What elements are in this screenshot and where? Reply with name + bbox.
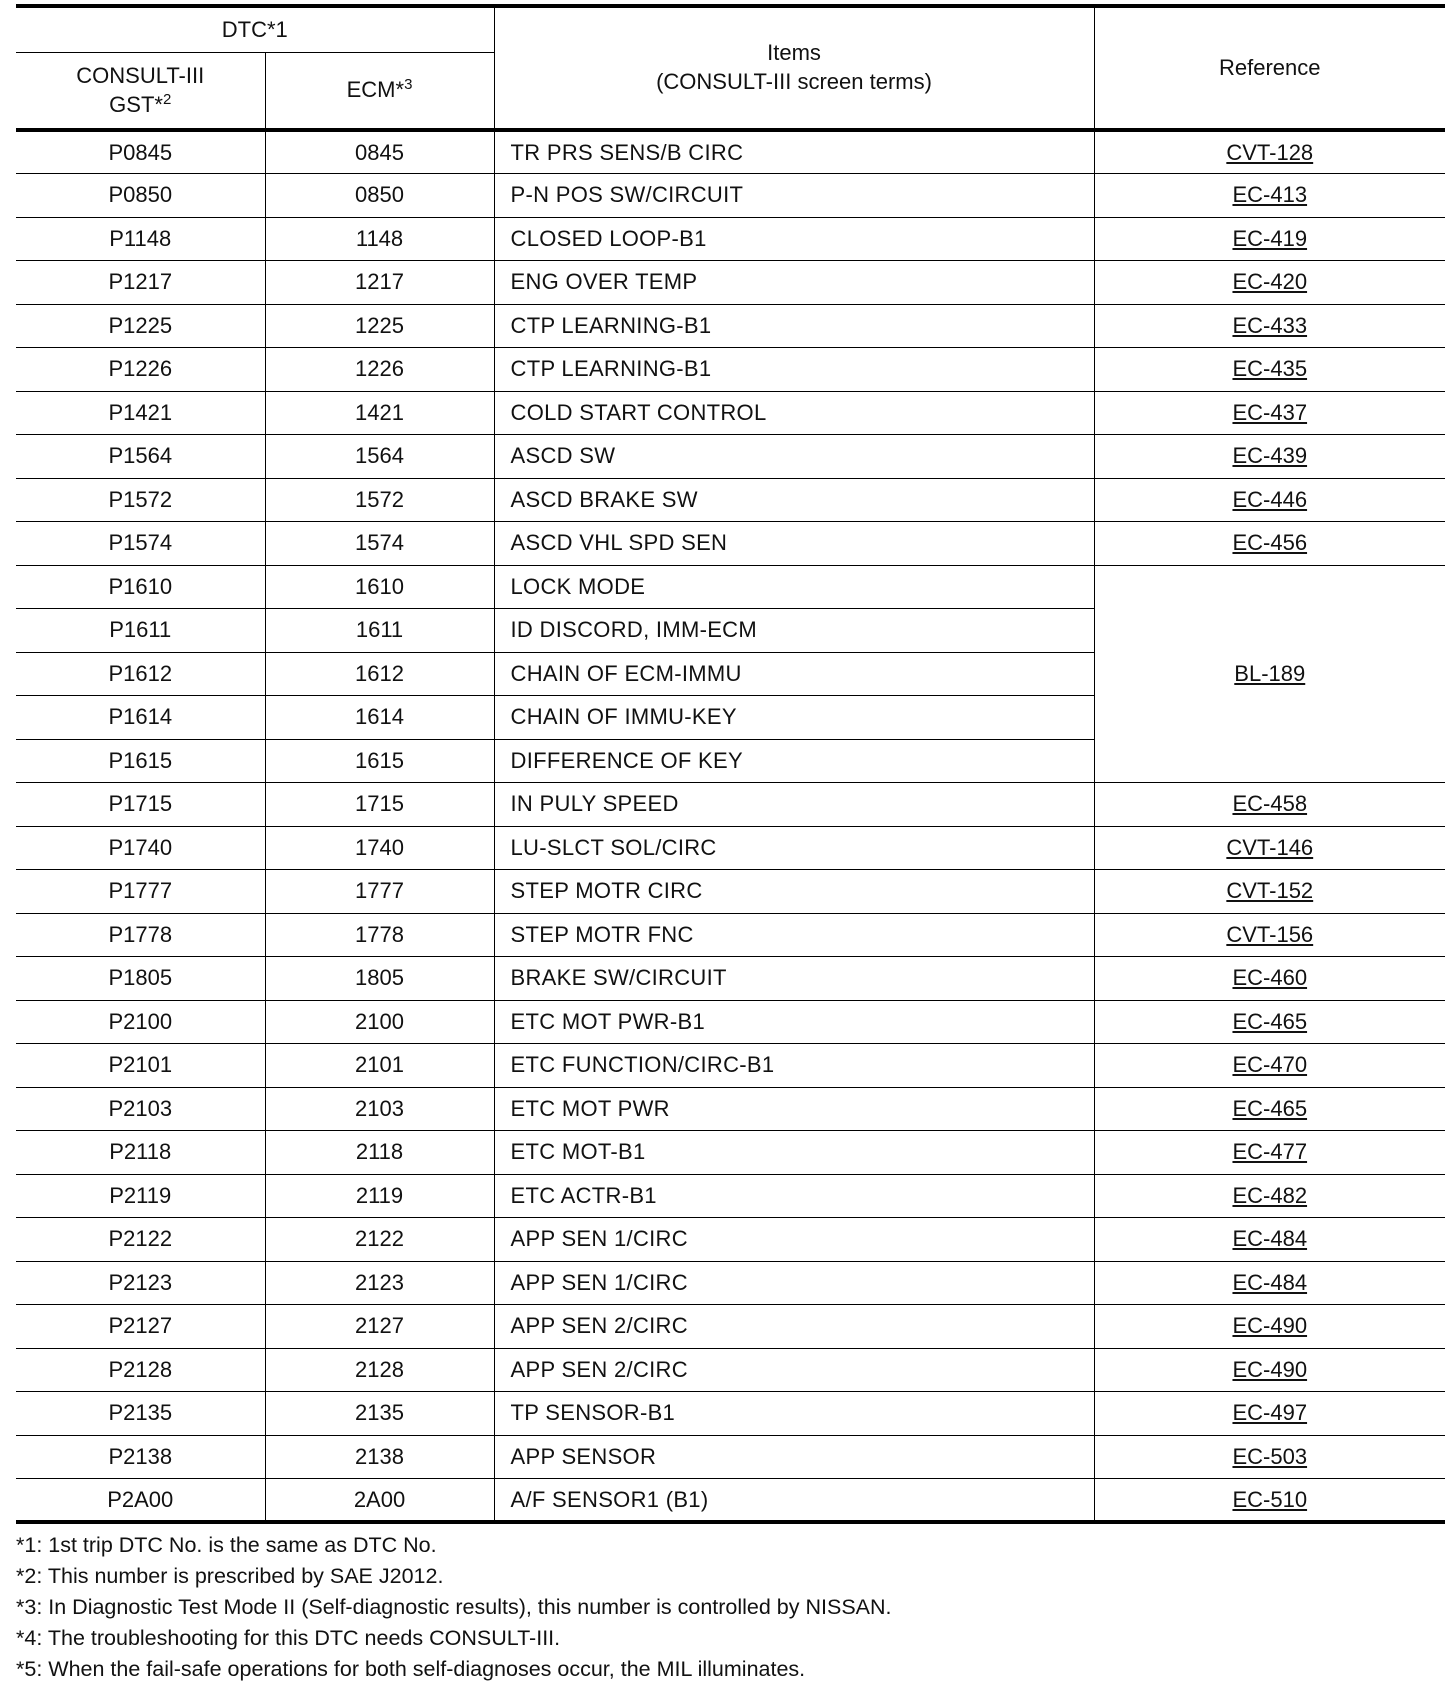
table-row: [16, 783, 1445, 827]
table-row: [16, 522, 1445, 566]
gst-code-cell: P1614: [16, 696, 265, 740]
item-cell: ASCD SW: [494, 435, 1094, 479]
ecm-code-cell: 2135: [265, 1392, 494, 1436]
reference-cell: [1094, 1087, 1445, 1131]
table-row: [16, 348, 1445, 392]
item-cell: CLOSED LOOP-B1: [494, 217, 1094, 261]
table-row: [16, 565, 1445, 609]
item-cell: ETC ACTR-B1: [494, 1174, 1094, 1218]
reference-cell: [1094, 1435, 1445, 1479]
reference-link[interactable]: CVT-156: [1226, 921, 1314, 947]
reference-cell: [1094, 783, 1445, 827]
gst-code-cell: P1610: [16, 565, 265, 609]
reference-cell: [1094, 391, 1445, 435]
table-row: [16, 1479, 1445, 1523]
ecm-code-cell: 1740: [265, 826, 494, 870]
reference-cell: [1094, 1174, 1445, 1218]
reference-cell: [1094, 174, 1445, 218]
gst-code-cell: P1715: [16, 783, 265, 827]
gst-code-cell: P1225: [16, 304, 265, 348]
reference-cell: [1094, 1000, 1445, 1044]
reference-link[interactable]: EC-503: [1232, 1443, 1308, 1469]
reference-cell: [1094, 1392, 1445, 1436]
item-cell: APP SEN 1/CIRC: [494, 1261, 1094, 1305]
reference-cell: [1094, 478, 1445, 522]
item-cell: TR PRS SENS/B CIRC: [494, 130, 1094, 174]
ecm-code-cell: 1611: [265, 609, 494, 653]
reference-cell: [1094, 1261, 1445, 1305]
reference-link[interactable]: EC-420: [1232, 269, 1308, 295]
table-row: [16, 1000, 1445, 1044]
ecm-code-cell: 2119: [265, 1174, 494, 1218]
reference-link[interactable]: EC-435: [1232, 356, 1308, 382]
item-cell: ENG OVER TEMP: [494, 261, 1094, 305]
item-cell: ETC FUNCTION/CIRC-B1: [494, 1044, 1094, 1088]
ecm-code-cell: 0845: [265, 130, 494, 174]
table-row: [16, 261, 1445, 305]
table-row: [16, 1044, 1445, 1088]
reference-cell: [1094, 565, 1445, 783]
gst-code-cell: P0845: [16, 130, 265, 174]
item-cell: A/F SENSOR1 (B1): [494, 1479, 1094, 1523]
table-row: [16, 435, 1445, 479]
table-row: [16, 1435, 1445, 1479]
footnote: *5: When the fail-safe operations for both self-diagnoses occur, the MIL illuminates.: [16, 1657, 806, 1681]
item-cell: STEP MOTR CIRC: [494, 870, 1094, 914]
gst-code-cell: P2A00: [16, 1479, 265, 1523]
consult-header-line1: CONSULT-III: [76, 62, 205, 88]
reference-link[interactable]: EC-437: [1232, 399, 1308, 425]
reference-link[interactable]: EC-465: [1232, 1095, 1308, 1121]
table-row: [16, 478, 1445, 522]
gst-code-cell: P1574: [16, 522, 265, 566]
footnotes: [16, 1530, 1445, 1685]
reference-link[interactable]: EC-497: [1232, 1400, 1308, 1426]
reference-cell: [1094, 435, 1445, 479]
gst-code-cell: P2138: [16, 1435, 265, 1479]
item-cell: COLD START CONTROL: [494, 391, 1094, 435]
item-cell: CHAIN OF IMMU-KEY: [494, 696, 1094, 740]
item-cell: APP SENSOR: [494, 1435, 1094, 1479]
item-cell: LOCK MODE: [494, 565, 1094, 609]
ecm-code-cell: 2A00: [265, 1479, 494, 1523]
gst-code-cell: P1572: [16, 478, 265, 522]
gst-code-cell: P1777: [16, 870, 265, 914]
ecm-code-cell: 2128: [265, 1348, 494, 1392]
reference-link[interactable]: EC-490: [1232, 1313, 1308, 1339]
gst-code-cell: P1421: [16, 391, 265, 435]
reference-cell: [1094, 1479, 1445, 1523]
reference-link[interactable]: EC-446: [1232, 486, 1308, 512]
item-cell: CTP LEARNING-B1: [494, 304, 1094, 348]
ecm-code-cell: 2123: [265, 1261, 494, 1305]
reference-link[interactable]: EC-439: [1232, 443, 1308, 469]
table-body: [16, 130, 1445, 1522]
ecm-code-cell: 1574: [265, 522, 494, 566]
item-cell: APP SEN 2/CIRC: [494, 1348, 1094, 1392]
table-row: [16, 1392, 1445, 1436]
table-row: [16, 1305, 1445, 1349]
reference-link[interactable]: EC-456: [1232, 530, 1308, 556]
ecm-code-cell: 1610: [265, 565, 494, 609]
footnote: *3: In Diagnostic Test Mode II (Self-diagnostic results), this number is controlled by NISSAN.: [16, 1595, 892, 1619]
reference-cell: [1094, 1131, 1445, 1175]
table-row: [16, 1218, 1445, 1262]
item-cell: TP SENSOR-B1: [494, 1392, 1094, 1436]
ecm-code-cell: 2118: [265, 1131, 494, 1175]
table-row: [16, 826, 1445, 870]
reference-cell: [1094, 261, 1445, 305]
item-cell: ETC MOT PWR: [494, 1087, 1094, 1131]
gst-code-cell: P2123: [16, 1261, 265, 1305]
ecm-code-cell: 1614: [265, 696, 494, 740]
reference-link[interactable]: EC-484: [1232, 1269, 1308, 1295]
item-cell: ETC MOT PWR-B1: [494, 1000, 1094, 1044]
ecm-code-cell: 1564: [265, 435, 494, 479]
reference-link[interactable]: BL-189: [1234, 660, 1306, 686]
item-cell: ETC MOT-B1: [494, 1131, 1094, 1175]
ecm-code-cell: 1805: [265, 957, 494, 1001]
table-row: [16, 1174, 1445, 1218]
reference-link[interactable]: CVT-152: [1226, 878, 1314, 904]
reference-cell: [1094, 870, 1445, 914]
ecm-header-text: ECM*: [346, 77, 405, 103]
gst-code-cell: P1615: [16, 739, 265, 783]
reference-cell: [1094, 826, 1445, 870]
gst-code-cell: P1217: [16, 261, 265, 305]
gst-code-cell: P1805: [16, 957, 265, 1001]
footnote: *4: The troubleshooting for this DTC needs CONSULT-III.: [16, 1626, 561, 1650]
items-header-line2: (CONSULT-III screen terms): [656, 69, 932, 94]
reference-link[interactable]: EC-510: [1232, 1486, 1308, 1512]
ecm-code-cell: 1612: [265, 652, 494, 696]
reference-cell: [1094, 957, 1445, 1001]
dtc-page: [16, 4, 1445, 1685]
table-row: [16, 1348, 1445, 1392]
item-cell: APP SEN 2/CIRC: [494, 1305, 1094, 1349]
ecm-code-cell: 1217: [265, 261, 494, 305]
ecm-code-cell: 1778: [265, 913, 494, 957]
dtc-header: DTC*1: [16, 6, 494, 53]
reference-cell: [1094, 130, 1445, 174]
ecm-code-cell: 1421: [265, 391, 494, 435]
reference-link[interactable]: EC-460: [1232, 965, 1308, 991]
table-row: [16, 391, 1445, 435]
items-header-line1: Items: [767, 40, 821, 66]
reference-cell: [1094, 304, 1445, 348]
reference-link[interactable]: CVT-146: [1226, 834, 1314, 860]
reference-link[interactable]: EC-413: [1232, 182, 1308, 208]
gst-code-cell: P2101: [16, 1044, 265, 1088]
reference-header: Reference: [1094, 6, 1445, 130]
gst-code-cell: P2128: [16, 1348, 265, 1392]
table-row: [16, 870, 1445, 914]
gst-code-cell: P2127: [16, 1305, 265, 1349]
gst-code-cell: P1778: [16, 913, 265, 957]
gst-code-cell: P1148: [16, 217, 265, 261]
ecm-code-cell: 1226: [265, 348, 494, 392]
item-cell: CHAIN OF ECM-IMMU: [494, 652, 1094, 696]
reference-link[interactable]: EC-470: [1232, 1052, 1308, 1078]
ecm-code-cell: 2101: [265, 1044, 494, 1088]
reference-cell: [1094, 913, 1445, 957]
item-cell: BRAKE SW/CIRCUIT: [494, 957, 1094, 1001]
dtc-table: [16, 4, 1445, 1524]
item-cell: CTP LEARNING-B1: [494, 348, 1094, 392]
item-cell: ASCD BRAKE SW: [494, 478, 1094, 522]
item-cell: P-N POS SW/CIRCUIT: [494, 174, 1094, 218]
reference-link[interactable]: EC-465: [1232, 1008, 1308, 1034]
ecm-code-cell: 2100: [265, 1000, 494, 1044]
reference-cell: [1094, 1305, 1445, 1349]
table-row: [16, 1087, 1445, 1131]
table-row: [16, 913, 1445, 957]
gst-code-cell: P2135: [16, 1392, 265, 1436]
gst-code-cell: P1611: [16, 609, 265, 653]
gst-header-line: [16, 91, 265, 120]
reference-cell: [1094, 1348, 1445, 1392]
ecm-code-cell: 2103: [265, 1087, 494, 1131]
gst-code-cell: P2118: [16, 1131, 265, 1175]
ecm-code-cell: 1777: [265, 870, 494, 914]
ecm-code-cell: 1572: [265, 478, 494, 522]
reference-cell: [1094, 1044, 1445, 1088]
reference-link[interactable]: EC-458: [1232, 791, 1308, 817]
table-row: [16, 174, 1445, 218]
ecm-code-cell: 0850: [265, 174, 494, 218]
gst-header-text: GST*: [109, 91, 163, 117]
reference-cell: [1094, 217, 1445, 261]
table-row: [16, 217, 1445, 261]
reference-cell: [1094, 522, 1445, 566]
item-cell: STEP MOTR FNC: [494, 913, 1094, 957]
ecm-code-cell: 2138: [265, 1435, 494, 1479]
gst-code-cell: P2119: [16, 1174, 265, 1218]
reference-link[interactable]: EC-484: [1232, 1226, 1308, 1252]
reference-link[interactable]: EC-482: [1232, 1182, 1308, 1208]
ecm-code-cell: 1715: [265, 783, 494, 827]
reference-link[interactable]: EC-490: [1232, 1356, 1308, 1382]
reference-cell: [1094, 1218, 1445, 1262]
reference-cell: [1094, 348, 1445, 392]
ecm-code-cell: 1615: [265, 739, 494, 783]
reference-link[interactable]: EC-419: [1232, 225, 1308, 251]
table-row: [16, 1131, 1445, 1175]
footnote: *2: This number is prescribed by SAE J2012.: [16, 1564, 444, 1588]
table-row: [16, 304, 1445, 348]
item-cell: DIFFERENCE OF KEY: [494, 739, 1094, 783]
table-row: [16, 130, 1445, 174]
gst-header-sup: 2: [162, 90, 172, 108]
ecm-header: [265, 53, 494, 131]
item-cell: ID DISCORD, IMM-ECM: [494, 609, 1094, 653]
gst-code-cell: P2103: [16, 1087, 265, 1131]
gst-code-cell: P2100: [16, 1000, 265, 1044]
gst-code-cell: P2122: [16, 1218, 265, 1262]
table-row: [16, 1261, 1445, 1305]
ecm-code-cell: 2122: [265, 1218, 494, 1262]
table-header: [16, 6, 1445, 130]
reference-link[interactable]: EC-433: [1232, 312, 1308, 338]
gst-code-cell: P0850: [16, 174, 265, 218]
table-row: [16, 957, 1445, 1001]
gst-code-cell: P1564: [16, 435, 265, 479]
footnote: *1: 1st trip DTC No. is the same as DTC No.: [16, 1533, 437, 1557]
item-cell: LU-SLCT SOL/CIRC: [494, 826, 1094, 870]
ecm-header-sup: 3: [404, 76, 413, 94]
item-cell: APP SEN 1/CIRC: [494, 1218, 1094, 1262]
gst-code-cell: P1612: [16, 652, 265, 696]
gst-code-cell: P1740: [16, 826, 265, 870]
ecm-code-cell: 1148: [265, 217, 494, 261]
ecm-code-cell: 2127: [265, 1305, 494, 1349]
item-cell: ASCD VHL SPD SEN: [494, 522, 1094, 566]
item-cell: IN PULY SPEED: [494, 783, 1094, 827]
reference-link[interactable]: EC-477: [1232, 1139, 1308, 1165]
ecm-code-cell: 1225: [265, 304, 494, 348]
reference-link[interactable]: CVT-128: [1226, 139, 1314, 165]
items-header: [494, 6, 1094, 130]
consult-gst-header: [16, 53, 265, 131]
gst-code-cell: P1226: [16, 348, 265, 392]
